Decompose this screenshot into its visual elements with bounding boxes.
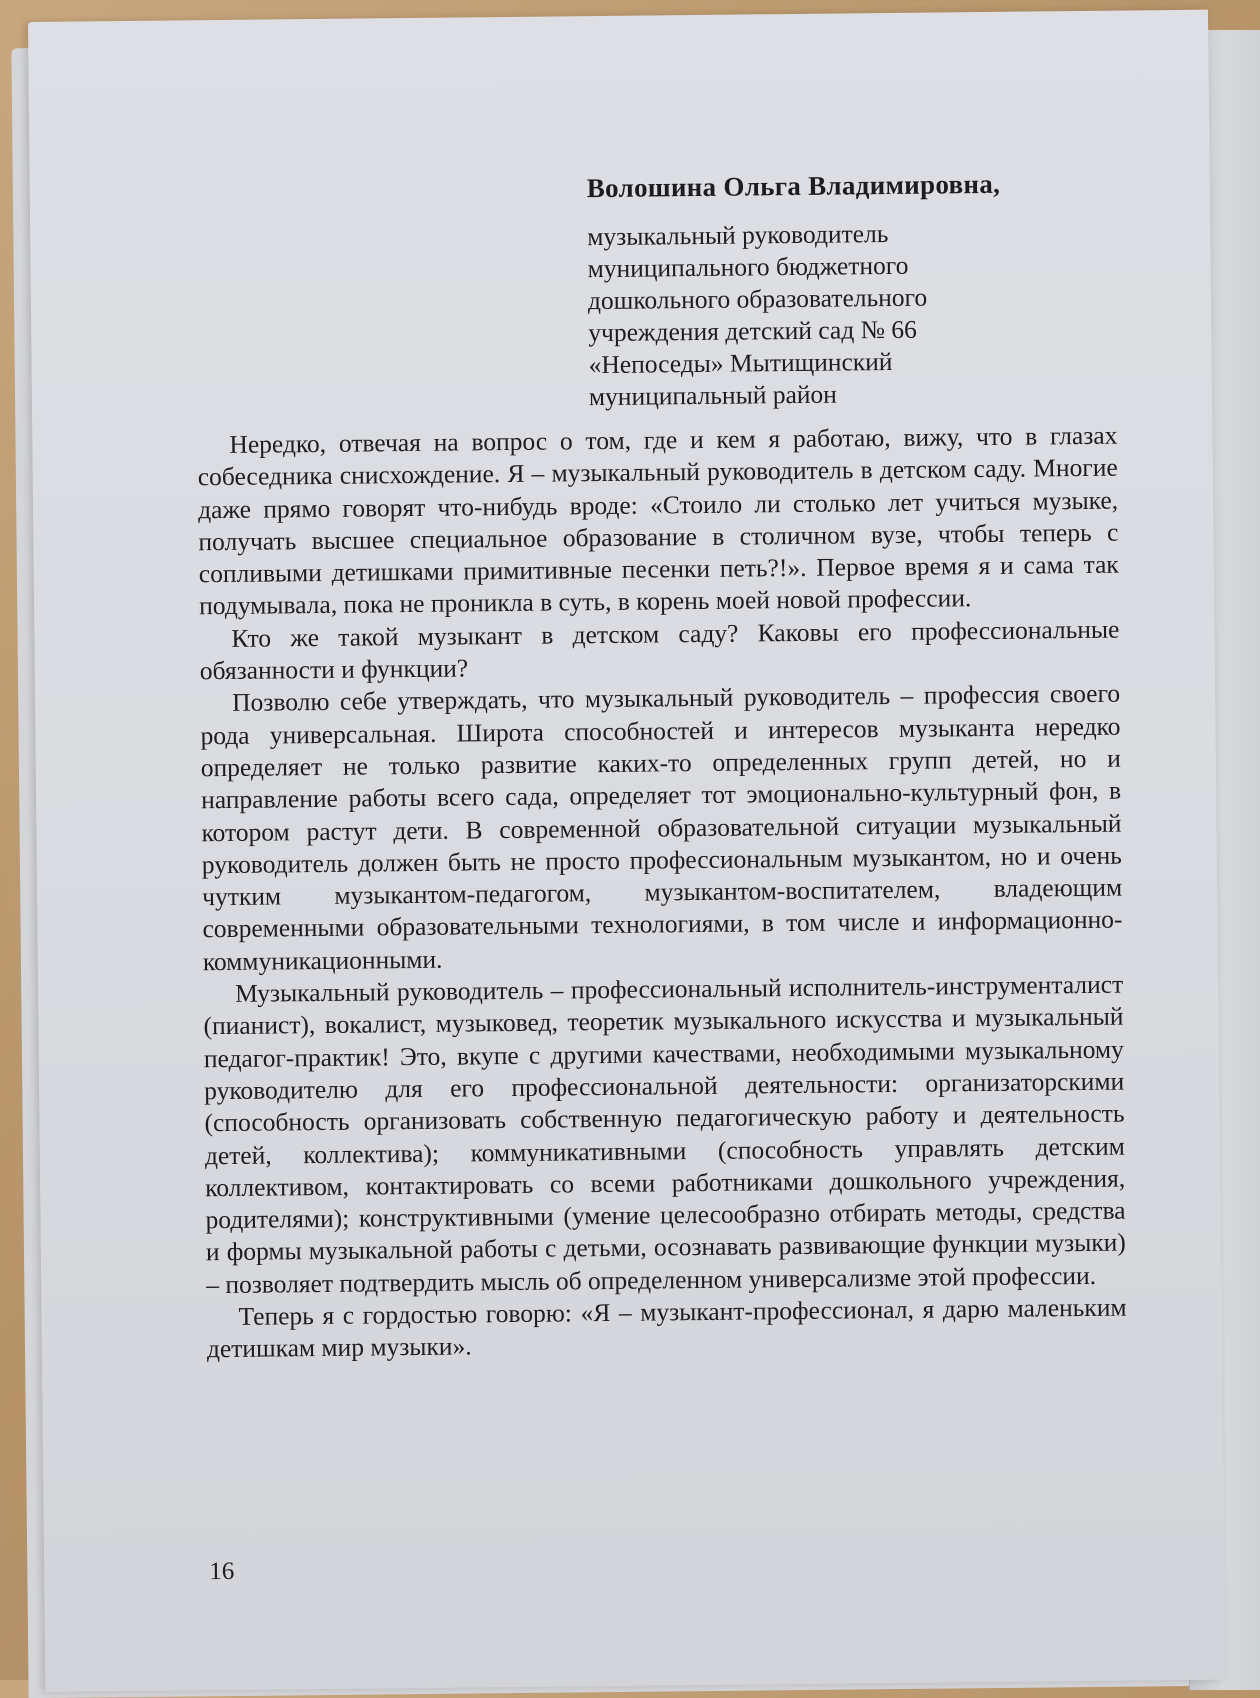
affiliation-line: учреждения детский сад № 66 [588, 314, 917, 348]
page-number: 16 [209, 1557, 235, 1586]
author-affiliation [587, 216, 1109, 413]
affiliation-line: музыкальный руководитель [587, 219, 889, 252]
page-content [195, 166, 1127, 1366]
affiliation-line: муниципальный район [588, 379, 838, 412]
author-block [587, 166, 1110, 413]
article-body [197, 420, 1127, 1366]
paragraph: Позволю себе утверждать, что музыкальный руководитель – профессия своего рода универсальная. Широта способностей и интересов музыканта нередко определяет не только развитие каких-то определенных групп детей, но и направление работы всего сада, определяет тот эмоционально-культурный фон, в котором растут дети. В современной образовательной ситуации музыкальный руководитель должен быть не просто профессиональным музыкантом, но и очень чутким музыкантом-педагогом, музыкантом-воспитателем, владеющим современными образовательными технологиями, в том числе и информационно-коммуникационными. [200, 678, 1123, 976]
affiliation-line: «Непоседы» Мытищинский [588, 346, 893, 380]
paragraph: Теперь я с гордостью говорю: «Я – музыкант-профессионал, я дарю маленьким детишкам мир музыки». [206, 1292, 1127, 1364]
affiliation-line: дошкольного образовательного [587, 282, 928, 316]
paragraph: Нередко, отвечая на вопрос о том, где и кем я работаю, вижу, что в глазах собеседника снисхождение. Я – музыкальный руководитель в детском саду. Многие даже прямо говорят что-нибудь вроде: «Стоило ли столько лет учиться музыке, получать высшее специальное образование в столичном вузе, чтобы теперь с сопливыми детишками примитивные песенки петь?!». Первое время я и сама так подумывала, пока не проникла в суть, в корень моей новой профессии. [197, 420, 1119, 621]
paragraph: Кто же такой музыкант в детском саду? Каковы его профессиональные обязанности и функции? [199, 614, 1120, 686]
paragraph: Музыкальный руководитель – профессиональный исполнитель-инструменталист (пианист), вокалист, музыковед, теоретик музыкального искусства и музыкальный педагог-практик! Это, вкупе с другими качествами, необходимыми музыкальному руководителю для его профессиональной деятельности: организаторскими (способность организовать собственную педагогическую работу и деятельность детей, коллектива); коммуникативными (способность управлять детским коллективом, контактировать со всеми работниками дошкольного учреждения, родителями); конструктивными (умение целесообразно отбирать методы, средства и формы музыкальной работы с детьми, осознавать развивающие функции музыки) – позволяет подтвердить мысль об определенном универсализме этой профессии. [203, 969, 1126, 1299]
author-name: Волошина Ольга Владимировна, [586, 168, 1001, 204]
affiliation-line: муниципального бюджетного [587, 250, 909, 284]
book-page [28, 10, 1225, 1692]
